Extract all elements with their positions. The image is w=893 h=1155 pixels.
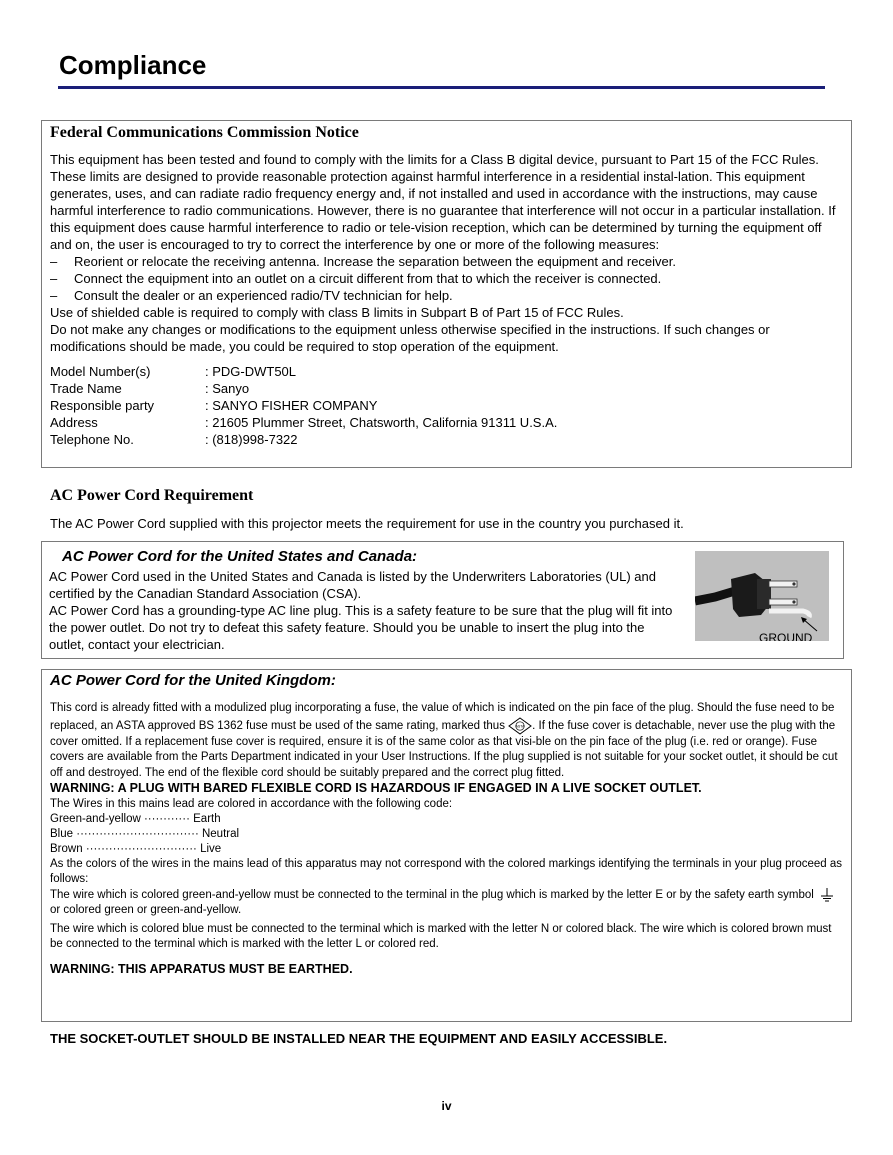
spec-row-model: [50, 363, 844, 380]
wire-dots: ································: [76, 827, 199, 840]
spec-label: Model Number(s): [50, 364, 151, 379]
uk-fuse-paragraph: [50, 701, 844, 781]
socket-outlet-note: THE SOCKET-OUTLET SHOULD BE INSTALLED NEAR THE EQUIPMENT AND EASILY ACCESSIBLE.: [50, 1031, 668, 1046]
wire-row-neutral: [50, 827, 844, 842]
us-canada-heading: AC Power Cord for the United States and Canada:: [62, 548, 418, 565]
warning-bared-cord: WARNING: A PLUG WITH BARED FLEXIBLE CORD IS HAZARDOUS IF ENGAGED IN A LIVE SOCKET OUTLET.: [50, 781, 702, 795]
wire-meaning: Neutral: [201, 827, 240, 840]
fcc-modifications: Do not make any changes or modifications to the equipment unless otherwise specified in the instructions. If such changes or modifications should be made, you could be required to stop operation of the equipment.: [50, 322, 770, 354]
wire-color: Blue: [50, 827, 74, 840]
ac-requirement-text: The AC Power Cord supplied with this projector meets the requirement for use in the country you purchased it.: [50, 516, 684, 531]
uk-body: [50, 701, 844, 977]
wire-code-section: [50, 797, 844, 952]
green-yellow-text-after: or colored green or green-and-yellow.: [50, 903, 242, 916]
title-rule: [58, 86, 825, 89]
spec-label: Trade Name: [50, 381, 122, 396]
colors-note: As the colors of the wires in the mains lead of this apparatus may not correspond with the colored markings identifying the terminals in your plug proceed as follows:: [50, 857, 842, 885]
spec-value: : 21605 Plummer Street, Chatsworth, California 91311 U.S.A.: [205, 415, 558, 430]
spec-value: : (818)998-7322: [205, 432, 298, 447]
wire-meaning: Live: [200, 842, 222, 855]
ground-label: GROUND: [759, 631, 813, 641]
dash-bullet: –: [50, 271, 58, 286]
fcc-measure-text: Consult the dealer or an experienced radio/TV technician for help.: [74, 288, 453, 303]
fcc-measure-2: [50, 270, 844, 287]
uk-fuse-text-after: . If the fuse cover is detachable, never use the plug with the cover omitted. If a replacement fuse cover is required, ensure it is of the same color as that visi-ble on the pin face of the plug (i.e. red or orange). Fuse covers are available from the Parts Department indicated in your User Instructions. If the plug supplied is not suitable for your socket outlet, it should be cut off and destroyed. The end of the flexible cord should be suitably prepared and the correct plug fitted.: [50, 719, 838, 779]
spec-row-telephone: [50, 431, 844, 448]
fcc-intro: This equipment has been tested and found to comply with the limits for a Class B digital device, pursuant to Part 15 of the FCC Rules. These limits are designed to provide reasonable protection against harmful interference in a residential instal-lation. This equipment generates, uses, and can radiate radio frequency energy and, if not installed and used in accordance with the instructions, may cause harmful interference to radio communications. However, there is no guarantee that interference will not occur in a particular installation. If this equipment does cause harmful interference to radio or tele-vision reception, which can be determined by turning the equipment off and on, the user is encouraged to try to correct the interference by one or more of the following measures:: [50, 152, 836, 252]
green-yellow-instruction: [50, 887, 844, 918]
page-number: iv: [441, 1099, 452, 1113]
green-yellow-text-before: The wire which is colored green-and-yellow must be connected to the terminal in the plug which is marked by the letter E or by the safety earth symbol: [50, 888, 814, 901]
dash-bullet: –: [50, 288, 58, 303]
spec-row-responsible-party: [50, 397, 844, 414]
grounding-plug-illustration: [695, 551, 829, 641]
us-canada-box: [41, 541, 844, 659]
asta-fuse-mark-icon: [508, 717, 532, 735]
fcc-heading: Federal Communications Commission Notice: [50, 124, 359, 141]
earth-ground-icon: [819, 887, 835, 903]
fcc-notice-box: [41, 120, 852, 468]
fcc-measure-1: [50, 253, 844, 270]
page-title: Compliance: [59, 50, 207, 80]
us-canada-para-1: AC Power Cord used in the United States and Canada is listed by the Underwriters Laboratories (UL) and certified by the Canadian Standard Association (CSA).: [49, 569, 656, 601]
spec-row-address: [50, 414, 844, 431]
wire-row-live: [50, 842, 844, 857]
uk-heading: AC Power Cord for the United Kingdom:: [50, 672, 336, 689]
fcc-shielded-cable: Use of shielded cable is required to comply with class B limits in Subpart B of Part 15 of FCC Rules.: [50, 305, 624, 320]
spec-label: Responsible party: [50, 398, 155, 413]
blue-brown-instruction: The wire which is colored blue must be connected to the terminal which is marked with the letter N or colored black. The wire which is colored brown must be connected to the terminal which is marked with the letter L or colored red.: [50, 922, 832, 950]
spec-table: [50, 363, 844, 448]
spec-value: : PDG-DWT50L: [205, 364, 297, 379]
warning-earthed: WARNING: THIS APPARATUS MUST BE EARTHED.: [50, 961, 353, 976]
uk-fuse-text-before: This cord is already fitted with a modulized plug incorporating a fuse, the value of which is indicated on the pin face of the plug. Should the fuse need to be replaced, an ASTA approved BS 1362 fuse must be used of the same rating, marked thus: [50, 702, 835, 732]
wire-color: Brown: [50, 842, 83, 855]
wire-dots: ············: [143, 812, 190, 825]
fcc-measure-text: Connect the equipment into an outlet on a circuit different from that to which the receiver is connected.: [74, 271, 662, 286]
spec-label: Telephone No.: [50, 432, 134, 447]
wire-row-earth: [50, 812, 844, 827]
fcc-measure-3: [50, 287, 844, 304]
dash-bullet: –: [50, 254, 58, 269]
us-canada-body: [49, 568, 679, 653]
wire-color: Green-and-yellow: [50, 812, 141, 825]
fcc-body: [50, 151, 844, 355]
plug-icon: [695, 551, 829, 641]
wire-meaning: Earth: [193, 812, 221, 825]
wire-dots: ·····························: [85, 842, 197, 855]
spec-label: Address: [50, 415, 98, 430]
us-canada-para-2: AC Power Cord has a grounding-type AC line plug. This is a safety feature to be sure that the plug will fit into the power outlet. Do not try to defeat this safety feature. Should you be unable to insert the plug into the outlet, contact your electrician.: [49, 603, 673, 652]
fcc-measure-text: Reorient or relocate the receiving antenna. Increase the separation between the equipment and receiver.: [74, 254, 676, 269]
asta-mark-text: ASTA: [515, 724, 525, 728]
wires-intro: The Wires in this mains lead are colored in accordance with the following code:: [50, 797, 453, 810]
spec-row-trade-name: [50, 380, 844, 397]
spec-value: : Sanyo: [205, 381, 250, 396]
uk-box: [41, 669, 852, 1022]
spec-value: : SANYO FISHER COMPANY: [205, 398, 378, 413]
ac-requirement-heading: AC Power Cord Requirement: [50, 487, 254, 504]
